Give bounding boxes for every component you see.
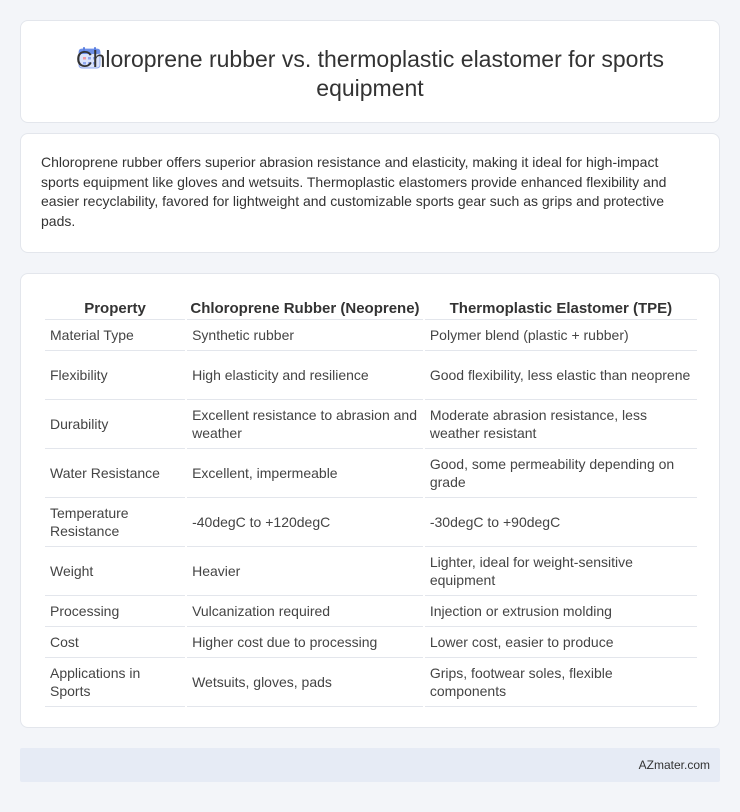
header-property: Property	[45, 296, 185, 320]
tpe-cell: Moderate abrasion resistance, less weather resistant	[425, 400, 697, 449]
table-row	[45, 400, 697, 449]
table-row	[45, 498, 697, 547]
chloroprene-cell: Vulcanization required	[187, 596, 423, 627]
summary-text: Chloroprene rubber offers superior abrasion resistance and elasticity, making it ideal for high-impact sports equipment like gloves and wetsuits. Thermoplastic elastomers provide enhanced flexibility and easier recyclability, favored for lightweight and customizable sports gear such as grips and protective pads.	[41, 154, 667, 229]
footer-bar	[20, 748, 720, 782]
title-card	[20, 20, 720, 123]
summary-card	[20, 133, 720, 253]
chloroprene-cell: -40degC to +120degC	[187, 498, 423, 547]
property-cell: Flexibility	[45, 351, 185, 400]
property-cell: Weight	[45, 547, 185, 596]
header-tpe: Thermoplastic Elastomer (TPE)	[425, 296, 697, 320]
property-cell: Cost	[45, 627, 185, 658]
property-cell: Processing	[45, 596, 185, 627]
property-cell: Water Resistance	[45, 449, 185, 498]
tpe-cell: Grips, footwear soles, flexible components	[425, 658, 697, 707]
footer-brand[interactable]: AZmater.com	[638, 758, 710, 772]
table-header-row	[45, 296, 697, 320]
chloroprene-cell: Wetsuits, gloves, pads	[187, 658, 423, 707]
tpe-cell: Lighter, ideal for weight-sensitive equipment	[425, 547, 697, 596]
table-row	[45, 658, 697, 707]
chloroprene-cell: Heavier	[187, 547, 423, 596]
property-cell: Durability	[45, 400, 185, 449]
table-row	[45, 596, 697, 627]
page-title: Chloroprene rubber vs. thermoplastic elastomer for sports equipment	[75, 46, 665, 101]
chloroprene-cell: Excellent, impermeable	[187, 449, 423, 498]
table-row	[45, 547, 697, 596]
chloroprene-cell: Synthetic rubber	[187, 320, 423, 351]
property-cell: Applications in Sports	[45, 658, 185, 707]
header-chloroprene: Chloroprene Rubber (Neoprene)	[187, 296, 423, 320]
table-row	[45, 627, 697, 658]
tpe-cell: -30degC to +90degC	[425, 498, 697, 547]
tpe-cell: Good flexibility, less elastic than neoprene	[425, 351, 697, 400]
comparison-table-card	[20, 273, 720, 728]
comparison-table	[43, 296, 699, 707]
table-row	[45, 449, 697, 498]
chloroprene-cell: Higher cost due to processing	[187, 627, 423, 658]
tpe-cell: Injection or extrusion molding	[425, 596, 697, 627]
table-row	[45, 351, 697, 400]
tpe-cell: Lower cost, easier to produce	[425, 627, 697, 658]
chloroprene-cell: High elasticity and resilience	[187, 351, 423, 400]
property-cell: Temperature Resistance	[45, 498, 185, 547]
tpe-cell: Good, some permeability depending on grade	[425, 449, 697, 498]
table-row	[45, 320, 697, 351]
property-cell: Material Type	[45, 320, 185, 351]
chloroprene-cell: Excellent resistance to abrasion and weather	[187, 400, 423, 449]
tpe-cell: Polymer blend (plastic + rubber)	[425, 320, 697, 351]
